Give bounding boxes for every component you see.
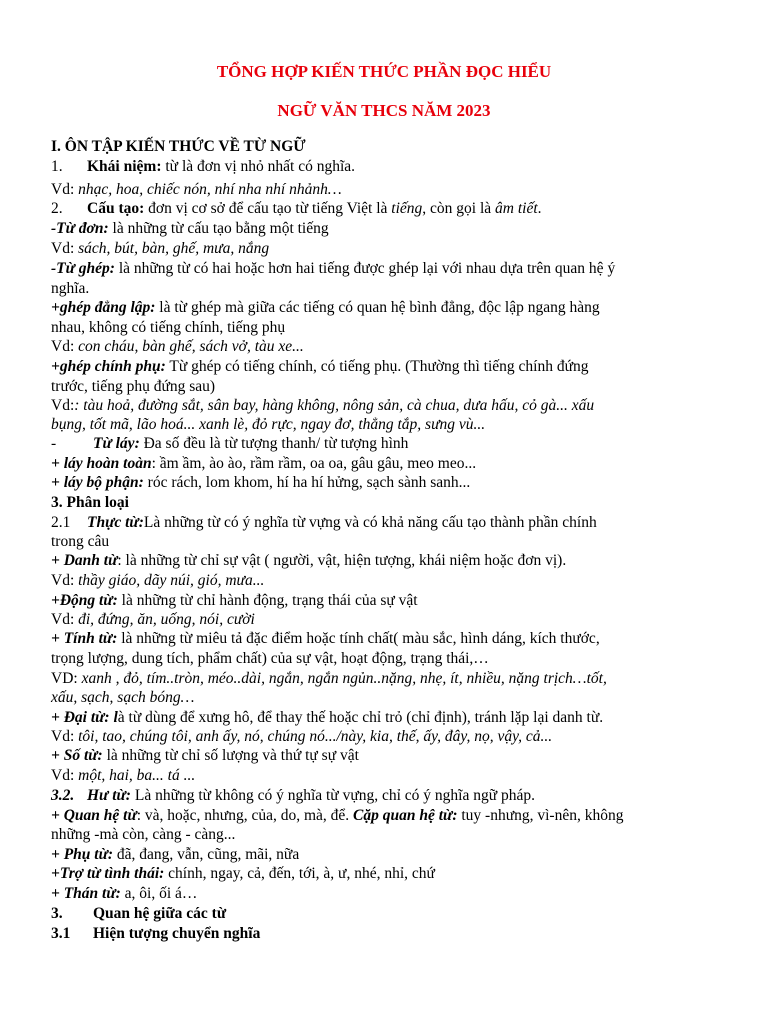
compound-word-line-cont: nghĩa. xyxy=(51,280,90,297)
single-word-line: -Từ đơn: là những từ cấu tạo bằng một tiếng xyxy=(51,220,329,237)
document-title: TỔNG HỢP KIẾN THỨC PHẦN ĐỌC HIỂU xyxy=(216,62,552,81)
document-subtitle: NGỮ VĂN THCS NĂM 2023 xyxy=(277,101,491,120)
interjection-line: + Thán từ: a, ôi, ối á… xyxy=(51,885,198,902)
content-words-line: 2.1 Thực từ:Là những từ có ý nghĩa từ vựng và có khả năng cấu tạo thành phần chính xyxy=(51,514,597,531)
example-line: Vd: thầy giáo, dãy núi, gió, mưa... xyxy=(51,572,265,589)
example-line: Vd: tôi, tao, chúng tôi, anh ấy, nó, chúng nó.../này, kia, thế, ấy, đây, nọ, vậy, cả... xyxy=(51,728,553,745)
structure-line: 2. Cấu tạo: đơn vị cơ sở để cấu tạo từ tiếng Việt là tiếng, còn gọi là âm tiết. xyxy=(51,200,542,217)
coordinate-compound-line-cont: nhau, không có tiếng chính, tiếng phụ xyxy=(51,319,286,336)
adjective-line: + Tính từ: là những từ miêu tả đặc điểm hoặc tính chất( màu sắc, hình dáng, kích thước, xyxy=(51,630,600,647)
subordinate-compound-line-cont: trước, tiếng phụ đứng sau) xyxy=(51,378,216,395)
example-line: Vd: nhạc, hoa, chiếc nón, nhí nha nhí nhảnh… xyxy=(51,181,342,198)
verb-line: +Động từ: là những từ chỉ hành động, trạng thái của sự vật xyxy=(51,592,418,609)
classification-heading: 3. Phân loại xyxy=(51,494,129,511)
word-relations-heading: 3. Quan hệ giữa các từ xyxy=(51,905,227,922)
partial-reduplication-line: + láy bộ phận: róc rách, lom khom, hí ha hí hửng, sạch sành sanh... xyxy=(51,474,471,491)
noun-line: + Danh từ: là những từ chỉ sự vật ( người, vật, hiện tượng, khái niệm hoặc đơn vị). xyxy=(51,552,567,569)
definition-line: 1. Khái niệm: từ là đơn vị nhỏ nhất có nghĩa. xyxy=(51,158,356,175)
adverb-line: + Phụ từ: đã, đang, vẫn, cũng, mãi, nữa xyxy=(51,846,300,863)
section-heading: I. ÔN TẬP KIẾN THỨC VỀ TỪ NGỮ xyxy=(51,138,306,155)
compound-word-line: -Từ ghép: là những từ có hai hoặc hơn hai tiếng được ghép lại với nhau dựa trên quan hệ ý xyxy=(51,260,616,277)
relational-words-line: + Quan hệ từ: và, hoặc, nhưng, của, do, mà, để. Cặp quan hệ từ: tuy -nhưng, vì-nên, không xyxy=(51,807,624,824)
relational-words-line-cont: những -mà còn, càng - càng... xyxy=(51,826,236,843)
numeral-line: + Số từ: là những từ chỉ số lượng và thứ tự sự vật xyxy=(51,747,359,764)
example-line: VD: xanh , đỏ, tím..tròn, méo..dài, ngắn, ngắn ngủn..nặng, nhẹ, ít, nhiều, nặng trịch…tốt, xyxy=(51,670,607,687)
coordinate-compound-line: +ghép đẳng lập: là từ ghép mà giữa các tiếng có quan hệ bình đẳng, độc lập ngang hàng xyxy=(51,299,600,316)
modal-particle-line: +Trợ từ tình thái: chính, ngay, cả, đến, tới, à, ư, nhé, nhỉ, chứ xyxy=(51,865,435,882)
example-line-cont: bụng, tốt mã, lão hoá... xanh lè, đỏ rực, ngay đơ, thẳng tắp, sưng vù... xyxy=(51,416,486,433)
content-words-line-cont: trong câu xyxy=(51,533,110,550)
example-line: Vd: sách, bút, bàn, ghế, mưa, nắng xyxy=(51,240,270,257)
example-line: Vd: một, hai, ba... tá ... xyxy=(51,767,196,784)
adjective-line-cont: trọng lượng, dung tích, phẩm chất) của sự vật, hoạt động, trạng thái,… xyxy=(51,650,489,667)
reduplicative-word-line: - Từ láy: Đa số đều là từ tượng thanh/ từ tượng hình xyxy=(51,435,409,452)
example-line: Vd: con cháu, bàn ghế, sách vở, tàu xe... xyxy=(51,338,304,355)
full-reduplication-line: + láy hoàn toàn: ầm ầm, ào ào, rầm rầm, oa oa, gâu gâu, meo meo... xyxy=(51,455,477,472)
subordinate-compound-line: +ghép chính phụ: Từ ghép có tiếng chính, có tiếng phụ. (Thường thì tiếng chính đứng xyxy=(51,358,589,375)
function-words-line: 3.2. Hư từ: Là những từ không có ý nghĩa từ vựng, chỉ có ý nghĩa ngữ pháp. xyxy=(51,787,536,804)
example-line: Vd:: tàu hoả, đường sắt, sân bay, hàng không, nông sản, cà chua, dưa hấu, cỏ gà... xấu xyxy=(51,397,595,414)
semantic-shift-heading: 3.1 Hiện tượng chuyển nghĩa xyxy=(51,925,261,942)
example-line: Vd: đi, đứng, ăn, uống, nói, cười xyxy=(51,611,255,628)
pronoun-line: + Đại từ: là từ dùng để xưng hô, để thay thế hoặc chỉ trỏ (chỉ định), tránh lặp lại danh từ. xyxy=(51,709,604,726)
example-line-cont: xấu, sạch, sạch bóng… xyxy=(51,689,195,706)
